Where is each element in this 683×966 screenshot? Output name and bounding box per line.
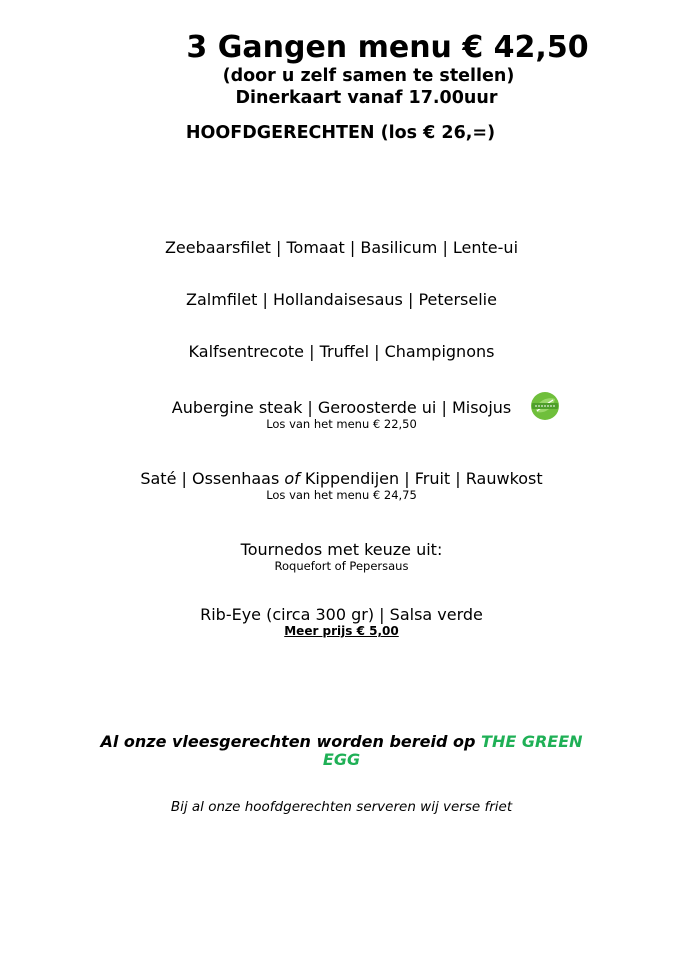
dish-name-part: Saté | Ossenhaas bbox=[140, 469, 285, 488]
grill-brand: EGG bbox=[322, 750, 361, 769]
grill-brand: THE GREEN bbox=[481, 732, 583, 751]
dish-item: Zeebaarsfilet | Tomaat | Basilicum | Lente-ui bbox=[164, 238, 519, 257]
dish-item: Kalfsentrecote | Truffel | Champignons bbox=[188, 342, 495, 361]
grill-statement bbox=[0, 733, 683, 769]
dish-note: Los van het menu € 24,75 bbox=[266, 488, 417, 502]
dish-item: Aubergine steak | Geroosterde ui | Misojus bbox=[171, 398, 512, 417]
menu-subtitle: (door u zelf samen te stellen) bbox=[222, 66, 515, 86]
dish-name-part: Kippendijen | Fruit | Rauwkost bbox=[299, 469, 543, 488]
menu-title: 3 Gangen menu € 42,50 bbox=[186, 30, 589, 65]
dish-extra-price: Meer prijs € 5,00 bbox=[284, 624, 399, 638]
dish-item: Tournedos met keuze uit: bbox=[240, 540, 443, 559]
section-heading: HOOFDGERECHTEN (los € 26,=) bbox=[185, 123, 496, 143]
dinner-time: Dinerkaart vanaf 17.00uur bbox=[235, 88, 498, 108]
dish-note: Roquefort of Pepersaus bbox=[274, 559, 409, 573]
dish-item: Rib-Eye (circa 300 gr) | Salsa verde bbox=[200, 605, 483, 624]
dish-item: Zalmfilet | Hollandaisesaus | Peterselie bbox=[186, 290, 497, 309]
dish-note: Los van het menu € 22,50 bbox=[266, 417, 417, 431]
dish-item bbox=[0, 469, 683, 488]
fries-note: Bij al onze hoofdgerechten serveren wij verse friet bbox=[170, 799, 513, 815]
grill-text: Al onze vleesgerechten worden bereid op bbox=[100, 732, 476, 751]
dish-name-italic: of bbox=[284, 469, 300, 488]
vegan-leaf-icon bbox=[529, 390, 561, 422]
